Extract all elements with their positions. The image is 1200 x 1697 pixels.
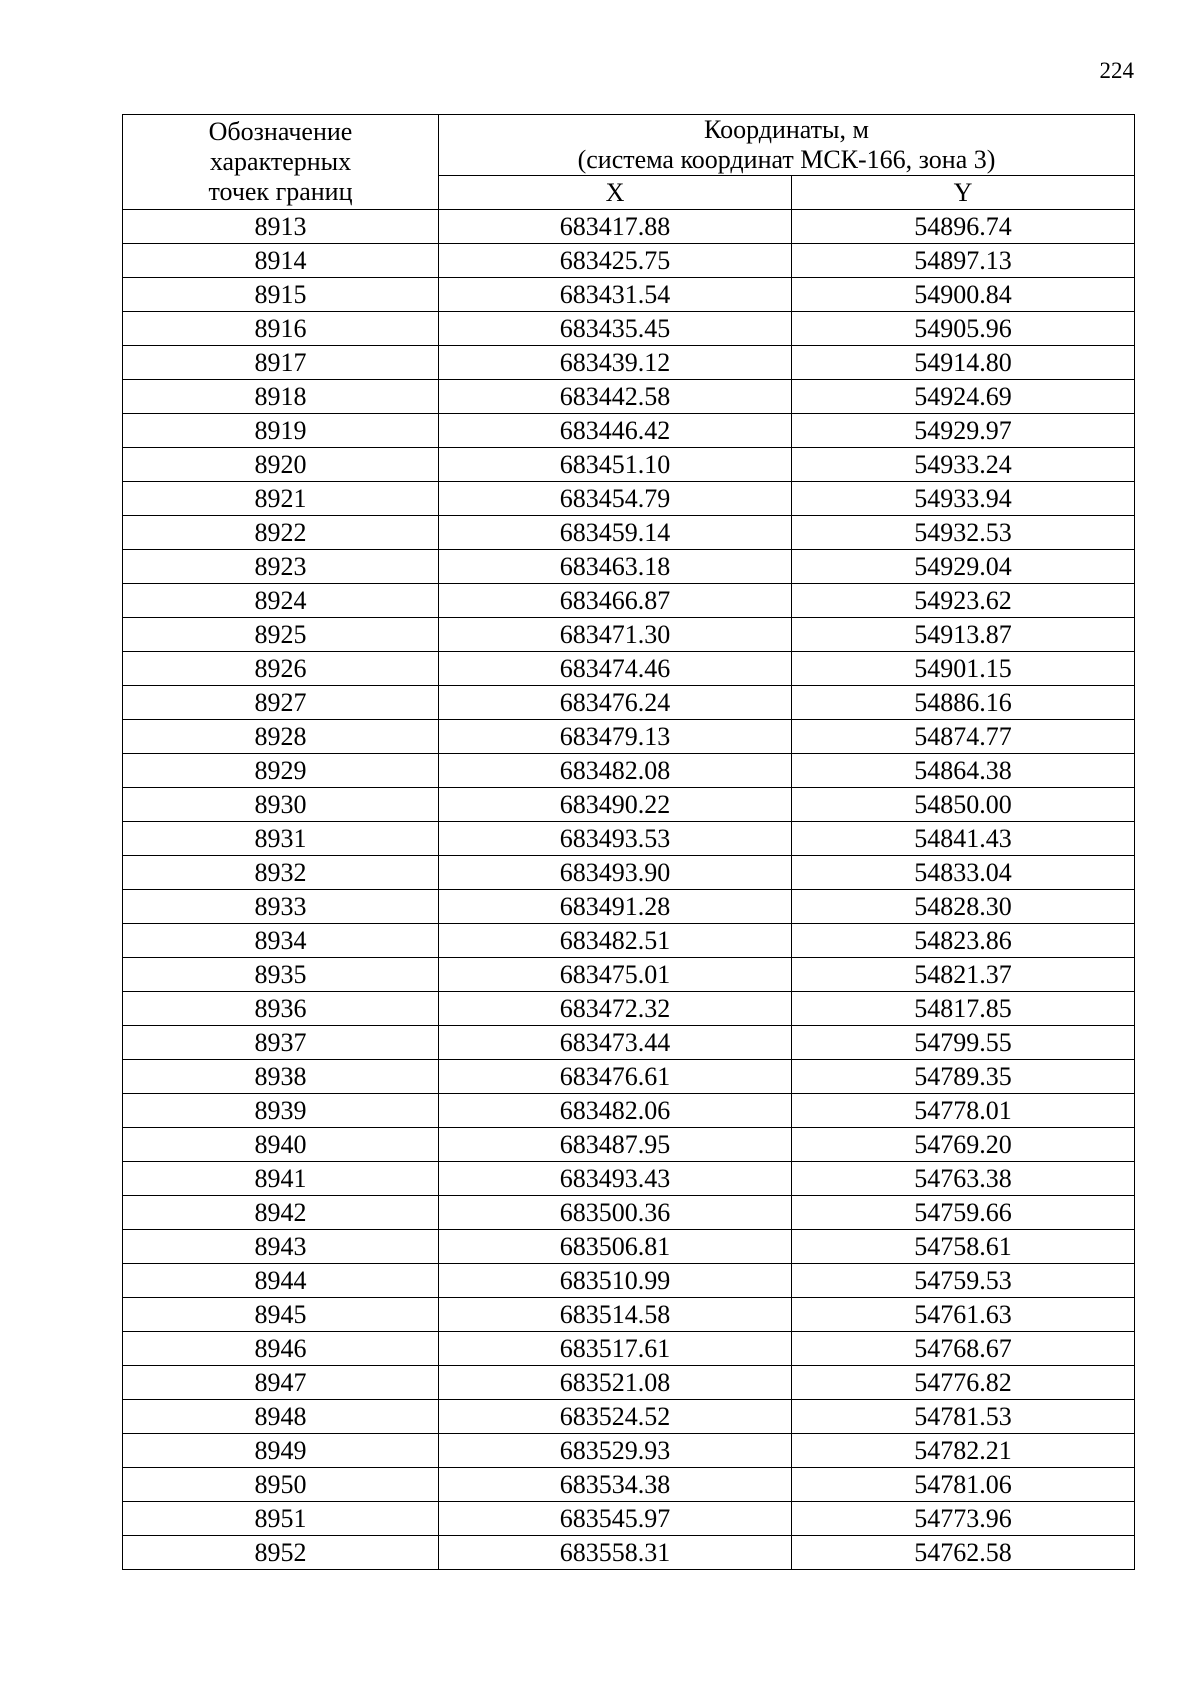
table-row [123,346,1135,380]
point-id-cell: 8935 [123,958,439,992]
point-id-cell: 8914 [123,244,439,278]
coordinates-title: Координаты, м [704,115,869,144]
y-coordinate-cell: 54763.38 [792,1162,1135,1196]
x-coordinate-cell: 683482.08 [439,754,792,788]
point-id-cell: 8937 [123,1026,439,1060]
y-coordinate-cell: 54841.43 [792,822,1135,856]
table-row [123,210,1135,244]
x-coordinate-cell: 683425.75 [439,244,792,278]
point-id-cell: 8942 [123,1196,439,1230]
y-coordinate-cell: 54901.15 [792,652,1135,686]
x-coordinate-cell: 683442.58 [439,380,792,414]
x-coordinate-cell: 683451.10 [439,448,792,482]
x-coordinate-cell: 683524.52 [439,1400,792,1434]
table-row [123,992,1135,1026]
table-row [123,1230,1135,1264]
y-coordinate-cell: 54900.84 [792,278,1135,312]
point-id-cell: 8924 [123,584,439,618]
table-row [123,788,1135,822]
y-coordinate-cell: 54821.37 [792,958,1135,992]
x-coordinate-cell: 683474.46 [439,652,792,686]
point-id-cell: 8933 [123,890,439,924]
table-row [123,244,1135,278]
point-id-cell: 8943 [123,1230,439,1264]
point-id-cell: 8948 [123,1400,439,1434]
y-coordinate-cell: 54761.63 [792,1298,1135,1332]
point-id-cell: 8946 [123,1332,439,1366]
y-coordinate-cell: 54758.61 [792,1230,1135,1264]
point-id-cell: 8931 [123,822,439,856]
y-coordinate-cell: 54864.38 [792,754,1135,788]
table-row [123,482,1135,516]
table-row [123,312,1135,346]
point-id-cell: 8940 [123,1128,439,1162]
y-coordinate-cell: 54781.06 [792,1468,1135,1502]
x-coordinate-cell: 683431.54 [439,278,792,312]
x-coordinate-cell: 683476.61 [439,1060,792,1094]
y-coordinate-cell: 54778.01 [792,1094,1135,1128]
point-id-cell: 8922 [123,516,439,550]
table-row [123,686,1135,720]
x-coordinate-cell: 683490.22 [439,788,792,822]
x-coordinate-cell: 683506.81 [439,1230,792,1264]
x-coordinate-cell: 683514.58 [439,1298,792,1332]
table-header [123,115,1135,210]
x-coordinate-cell: 683439.12 [439,346,792,380]
point-id-cell: 8941 [123,1162,439,1196]
point-id-cell: 8949 [123,1434,439,1468]
x-coordinate-cell: 683493.43 [439,1162,792,1196]
y-coordinate-cell: 54768.67 [792,1332,1135,1366]
table-row [123,652,1135,686]
point-id-cell: 8917 [123,346,439,380]
y-coordinate-cell: 54762.58 [792,1536,1135,1570]
point-id-cell: 8952 [123,1536,439,1570]
point-id-cell: 8934 [123,924,439,958]
x-coordinate-cell: 683466.87 [439,584,792,618]
table-row [123,584,1135,618]
point-id-cell: 8921 [123,482,439,516]
point-id-cell: 8923 [123,550,439,584]
x-coordinate-cell: 683471.30 [439,618,792,652]
y-coordinate-cell: 54933.94 [792,482,1135,516]
y-coordinate-cell: 54817.85 [792,992,1135,1026]
y-coordinate-cell: 54924.69 [792,380,1135,414]
y-coordinate-cell: 54769.20 [792,1128,1135,1162]
y-coordinate-cell: 54759.53 [792,1264,1135,1298]
table-body [123,210,1135,1570]
table-row [123,1094,1135,1128]
x-coordinate-cell: 683454.79 [439,482,792,516]
point-id-cell: 8930 [123,788,439,822]
point-id-cell: 8915 [123,278,439,312]
point-id-cell: 8927 [123,686,439,720]
x-coordinate-cell: 683517.61 [439,1332,792,1366]
point-label-line: точек границ [208,177,353,206]
table-row [123,414,1135,448]
x-coordinate-cell: 683493.53 [439,822,792,856]
table-row [123,1162,1135,1196]
y-coordinate-cell: 54874.77 [792,720,1135,754]
table-row [123,890,1135,924]
table-row [123,1536,1135,1570]
y-coordinate-cell: 54905.96 [792,312,1135,346]
x-coordinate-cell: 683534.38 [439,1468,792,1502]
table-row [123,1468,1135,1502]
coordinates-header [439,115,1135,176]
x-coordinate-cell: 683472.32 [439,992,792,1026]
point-id-cell: 8938 [123,1060,439,1094]
point-label-line: Обозначение [208,117,353,146]
x-coordinate-cell: 683487.95 [439,1128,792,1162]
table-row [123,1434,1135,1468]
x-coordinate-cell: 683479.13 [439,720,792,754]
x-coordinate-cell: 683476.24 [439,686,792,720]
table-row [123,1196,1135,1230]
table-row [123,924,1135,958]
y-coordinate-cell: 54933.24 [792,448,1135,482]
table-row [123,1366,1135,1400]
y-coordinate-cell: 54823.86 [792,924,1135,958]
x-column-header: X [439,176,792,210]
point-id-cell: 8936 [123,992,439,1026]
y-coordinate-cell: 54913.87 [792,618,1135,652]
point-label-line: характерных [209,147,352,176]
x-coordinate-cell: 683491.28 [439,890,792,924]
point-id-cell: 8920 [123,448,439,482]
x-coordinate-cell: 683459.14 [439,516,792,550]
x-coordinate-cell: 683482.06 [439,1094,792,1128]
y-coordinate-cell: 54833.04 [792,856,1135,890]
x-coordinate-cell: 683417.88 [439,210,792,244]
y-coordinate-cell: 54886.16 [792,686,1135,720]
y-coordinate-cell: 54929.97 [792,414,1135,448]
y-coordinate-cell: 54923.62 [792,584,1135,618]
table-row [123,1502,1135,1536]
table-row [123,856,1135,890]
point-id-cell: 8939 [123,1094,439,1128]
point-id-cell: 8926 [123,652,439,686]
x-coordinate-cell: 683435.45 [439,312,792,346]
table-row [123,720,1135,754]
table-row [123,516,1135,550]
x-coordinate-cell: 683493.90 [439,856,792,890]
point-id-cell: 8945 [123,1298,439,1332]
y-coordinate-cell: 54932.53 [792,516,1135,550]
y-coordinate-cell: 54773.96 [792,1502,1135,1536]
y-coordinate-cell: 54914.80 [792,346,1135,380]
x-coordinate-cell: 683463.18 [439,550,792,584]
table-row [123,822,1135,856]
x-coordinate-cell: 683446.42 [439,414,792,448]
point-label-header [123,115,439,210]
table-row [123,1026,1135,1060]
table-row [123,1264,1135,1298]
table-row [123,1400,1135,1434]
page-number: 224 [1099,58,1134,83]
table-row [123,448,1135,482]
point-id-cell: 8929 [123,754,439,788]
coordinates-table [122,114,1135,1570]
point-id-cell: 8913 [123,210,439,244]
table-row [123,754,1135,788]
y-coordinate-cell: 54781.53 [792,1400,1135,1434]
table-row [123,1332,1135,1366]
y-coordinate-cell: 54799.55 [792,1026,1135,1060]
x-coordinate-cell: 683558.31 [439,1536,792,1570]
point-id-cell: 8947 [123,1366,439,1400]
y-coordinate-cell: 54782.21 [792,1434,1135,1468]
x-coordinate-cell: 683529.93 [439,1434,792,1468]
y-coordinate-cell: 54828.30 [792,890,1135,924]
table-row [123,380,1135,414]
x-coordinate-cell: 683510.99 [439,1264,792,1298]
table-row [123,1298,1135,1332]
point-id-cell: 8932 [123,856,439,890]
point-id-cell: 8919 [123,414,439,448]
point-id-cell: 8950 [123,1468,439,1502]
y-coordinate-cell: 54776.82 [792,1366,1135,1400]
y-coordinate-cell: 54759.66 [792,1196,1135,1230]
y-coordinate-cell: 54850.00 [792,788,1135,822]
y-coordinate-cell: 54897.13 [792,244,1135,278]
point-id-cell: 8916 [123,312,439,346]
table-row [123,618,1135,652]
y-column-header: Y [792,176,1135,210]
coordinate-system-title: (система координат МСК-166, зона 3) [577,145,996,174]
x-coordinate-cell: 683475.01 [439,958,792,992]
point-id-cell: 8925 [123,618,439,652]
point-id-cell: 8951 [123,1502,439,1536]
point-id-cell: 8944 [123,1264,439,1298]
x-coordinate-cell: 683521.08 [439,1366,792,1400]
table-row [123,550,1135,584]
table-row [123,1060,1135,1094]
x-coordinate-cell: 683482.51 [439,924,792,958]
table-row [123,1128,1135,1162]
x-coordinate-cell: 683500.36 [439,1196,792,1230]
table-row [123,278,1135,312]
y-coordinate-cell: 54896.74 [792,210,1135,244]
x-coordinate-cell: 683473.44 [439,1026,792,1060]
table-row [123,958,1135,992]
point-id-cell: 8918 [123,380,439,414]
point-id-cell: 8928 [123,720,439,754]
y-coordinate-cell: 54929.04 [792,550,1135,584]
x-coordinate-cell: 683545.97 [439,1502,792,1536]
y-coordinate-cell: 54789.35 [792,1060,1135,1094]
